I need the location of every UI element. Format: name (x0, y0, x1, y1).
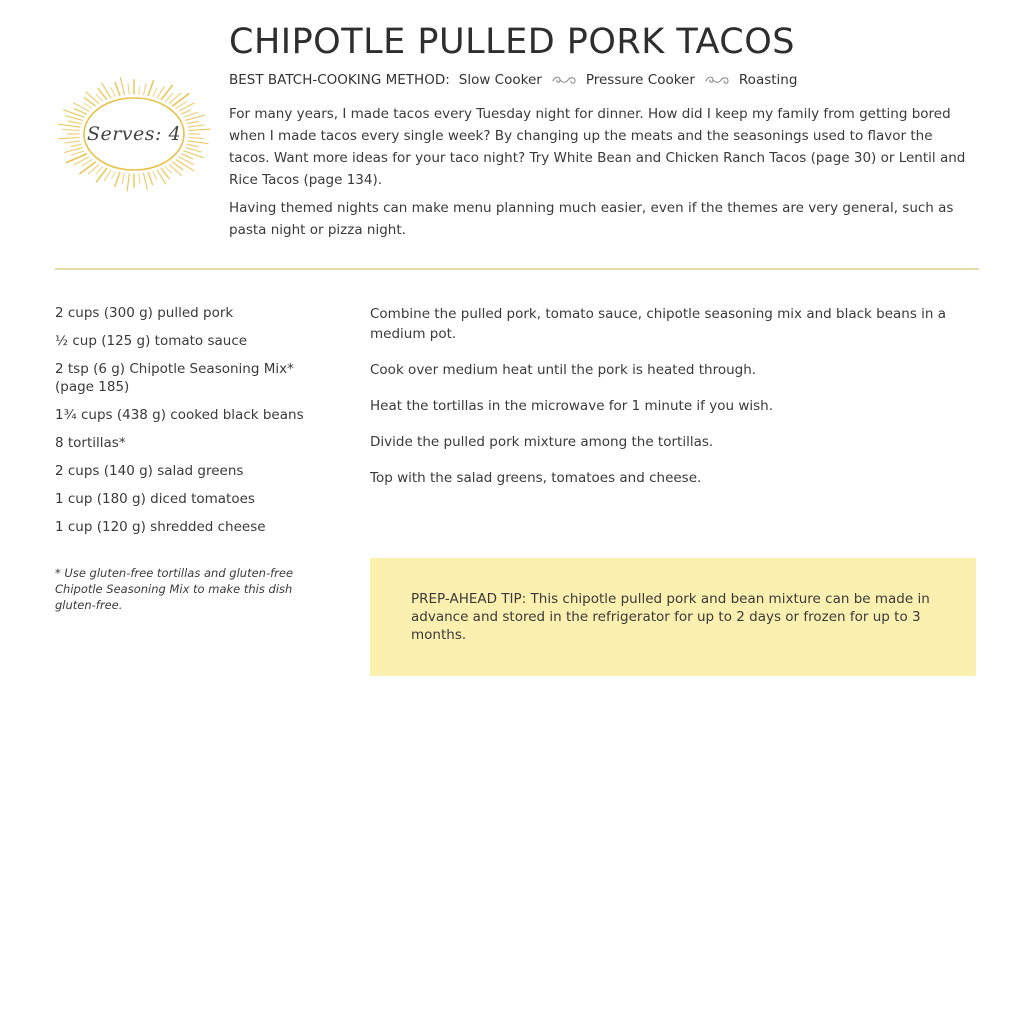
recipe-title: CHIPOTLE PULLED PORK TACOS (229, 22, 796, 62)
instruction-step: Cook over medium heat until the pork is heated through. (370, 362, 757, 378)
ingredient-item: 1¾ cups (438 g) cooked black beans (55, 407, 304, 423)
method-roasting: Roasting (738, 72, 798, 88)
batch-cooking-method (229, 72, 797, 88)
method-label: BEST BATCH-COOKING METHOD: (229, 72, 450, 88)
ingredients-list (55, 304, 335, 546)
method-pressure-cooker: Pressure Cooker (585, 72, 695, 88)
ingredient-item: 2 cups (300 g) pulled pork (55, 305, 234, 321)
ingredient-item: ½ cup (125 g) tomato sauce (55, 333, 248, 349)
serves-badge (52, 72, 216, 196)
ingredient-item: 2 tsp (6 g) Chipotle Seasoning Mix* (page 185) (55, 361, 294, 395)
gluten-free-footnote: * Use gluten-free tortillas and gluten-free Chipotle Seasoning Mix to make this dish gluten-free. (55, 566, 294, 612)
ingredient-item: 2 cups (140 g) salad greens (55, 463, 244, 479)
swirl-separator-icon (704, 75, 730, 85)
prep-ahead-tip-box (370, 558, 976, 676)
prep-ahead-tip-text: PREP-AHEAD TIP: This chipotle pulled pork and bean mixture can be made in advance and stored in the refrigerator for up to 2 days or frozen for up to 3 months. (411, 591, 930, 643)
ingredient-item: 1 cup (180 g) diced tomatoes (55, 491, 255, 507)
recipe-intro (229, 103, 974, 247)
serves-label: Serves: 4 (86, 123, 182, 145)
instruction-step: Heat the tortillas in the microwave for 1 minute if you wish. (370, 398, 773, 414)
ingredient-item: 8 tortillas* (55, 435, 126, 451)
swirl-separator-icon (551, 75, 577, 85)
intro-paragraph: For many years, I made tacos every Tuesday night for dinner. How did I keep my family from getting bored when I made tacos every single week? By changing up the meats and the seasonings used to flavor the tacos. Want more ideas for your taco night? Try White Bean and Chicken Ranch Tacos (page 30) or Lentil and Rice Tacos (page 134). (229, 106, 966, 188)
instruction-step: Top with the salad greens, tomatoes and cheese. (370, 470, 702, 486)
instruction-step: Divide the pulled pork mixture among the tortillas. (370, 434, 714, 450)
instructions-list (370, 304, 980, 504)
intro-paragraph: Having themed nights can make menu planning much easier, even if the themes are very general, such as pasta night or pizza night. (229, 200, 954, 238)
method-slow-cooker: Slow Cooker (458, 72, 542, 88)
instruction-step: Combine the pulled pork, tomato sauce, chipotle seasoning mix and black beans in a medium pot. (370, 306, 947, 342)
ingredient-item: 1 cup (120 g) shredded cheese (55, 519, 266, 535)
section-divider (55, 268, 979, 270)
